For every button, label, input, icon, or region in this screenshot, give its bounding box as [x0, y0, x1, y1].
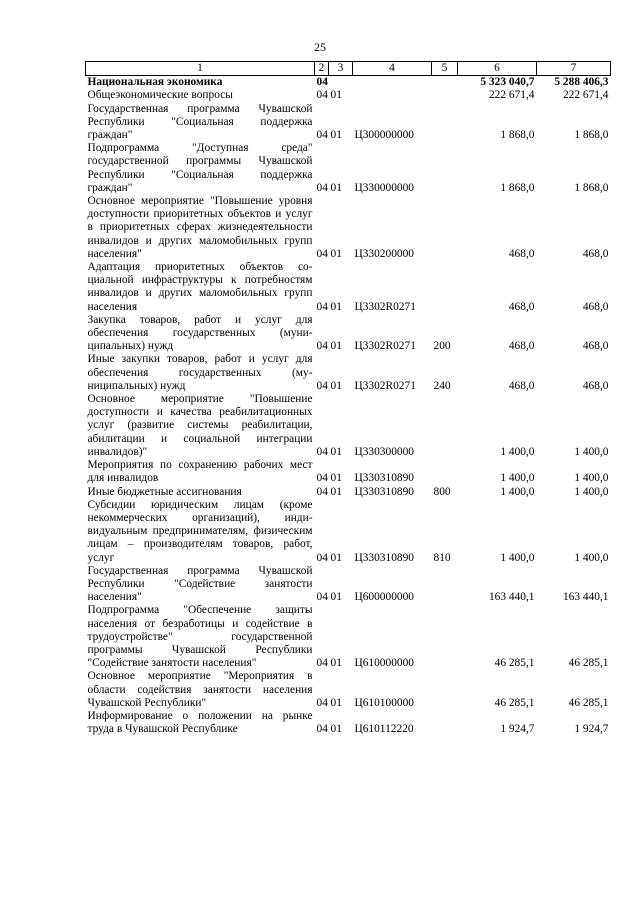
row-section: 04: [316, 696, 328, 709]
table-row: [86, 353, 611, 393]
row-expense-type: [432, 670, 458, 710]
row-amount-2: 1 400,0: [574, 445, 609, 458]
row-expense-type: [432, 459, 458, 485]
row-amount-1: 1 400,0: [500, 445, 535, 458]
row-expense-type: [432, 103, 458, 143]
header-col-5: 5: [432, 62, 458, 76]
header-col-4: 4: [353, 62, 432, 76]
row-name: Основное мероприятие "Мероприятия в области содействия занятости населения Чувашской Республики": [87, 670, 313, 709]
row-amount-2: 1 868,0: [574, 181, 609, 194]
row-amount-1: 1 400,0: [500, 472, 535, 485]
row-expense-type: [432, 565, 458, 605]
row-name: Закупка товаров, работ и услуг для обеспечения государственных (муниципальных) нужд: [87, 313, 313, 353]
table-header-row: [86, 62, 611, 76]
row-name: Мероприятия по сохранению рабочих мест для инвалидов: [87, 459, 313, 485]
row-amount-1: 468,0: [508, 300, 535, 313]
row-subsection: 01: [330, 723, 342, 736]
row-expense-type: [432, 89, 458, 102]
table-row: [86, 459, 611, 485]
table-row: [86, 195, 611, 261]
row-target-article: Ц330200000: [354, 247, 414, 260]
row-subsection: 01: [330, 485, 342, 498]
row-target-article: Ц330300000: [354, 445, 414, 458]
row-amount-1: 1 868,0: [500, 129, 535, 142]
row-amount-1: 46 285,1: [494, 696, 535, 709]
table-row: [86, 142, 611, 195]
row-subsection: 01: [330, 696, 342, 709]
row-subsection: 01: [330, 551, 342, 564]
page-number: 25: [314, 40, 326, 54]
row-section: 04: [316, 379, 328, 392]
table-row: [86, 103, 611, 143]
row-subsection: 01: [330, 89, 342, 102]
row-name: Государственная программа Чувашской Республики "Содействие занятости населения": [87, 564, 313, 604]
row-target-article: Ц3302R0271: [354, 379, 416, 392]
row-amount-1: 1 400,0: [500, 485, 535, 498]
table-row: [86, 710, 611, 736]
table-row: [86, 261, 611, 314]
row-target-article: Ц600000000: [354, 591, 414, 604]
row-name: Государственная программа Чувашской Республики "Социальная поддержка граждан": [87, 102, 313, 142]
row-expense-type: [432, 604, 458, 670]
row-amount-2: 1 868,0: [574, 129, 609, 142]
row-section: 04: [316, 485, 328, 498]
table-body: [86, 76, 611, 737]
row-amount-2: 1 924,7: [574, 723, 609, 736]
row-amount-2: 1 400,0: [574, 551, 609, 564]
row-subsection: 01: [330, 340, 342, 353]
row-amount-1: 1 924,7: [500, 723, 535, 736]
table-row: [86, 486, 611, 499]
row-expense-type: 800: [433, 485, 451, 498]
table-row: [86, 604, 611, 670]
row-expense-type: 240: [433, 379, 451, 392]
row-amount-1: 163 440,1: [488, 591, 535, 604]
row-expense-type: [432, 261, 458, 314]
row-section: 04: [316, 340, 328, 353]
table-row: [86, 393, 611, 459]
row-target-article: Ц610100000: [354, 696, 414, 709]
row-section: 04: [316, 657, 328, 670]
table-row: [86, 565, 611, 605]
row-subsection: 01: [330, 181, 342, 194]
row-subsection: 01: [330, 591, 342, 604]
row-subsection: 01: [330, 247, 342, 260]
table-row: [86, 499, 611, 565]
row-target-article: Ц330310890: [354, 551, 414, 564]
row-amount-2: 1 400,0: [574, 485, 609, 498]
row-target-article: Ц300000000: [354, 129, 414, 142]
row-amount-1: 1 868,0: [500, 181, 535, 194]
row-amount-2: 5 288 406,3: [554, 76, 609, 89]
row-expense-type: 810: [433, 551, 451, 564]
row-amount-2: 1 400,0: [574, 472, 609, 485]
row-name: Основное мероприятие "Повышение уровня доступности приоритетных объектов и услуг в приоритетных сферах жизнедеятельности инвалидов и других маломобильных групп населения": [87, 195, 313, 260]
row-subsection: 01: [330, 300, 342, 313]
header-col-2: 2: [315, 62, 329, 76]
table-row: [86, 89, 611, 102]
row-section: 04: [316, 247, 328, 260]
row-amount-2: 163 440,1: [562, 591, 609, 604]
row-subsection: 01: [330, 129, 342, 142]
row-target-article: Ц610112220: [354, 723, 414, 736]
row-expense-type: [432, 76, 458, 90]
row-target-article: Ц3302R0271: [354, 340, 416, 353]
budget-table: [85, 61, 611, 736]
row-amount-2: 46 285,1: [568, 657, 609, 670]
row-amount-2: 468,0: [582, 300, 609, 313]
row-section: 04: [316, 551, 328, 564]
header-col-6: 6: [458, 62, 537, 76]
row-subsection: 01: [330, 657, 342, 670]
row-target-article: Ц330310890: [354, 485, 414, 498]
row-section: 04: [316, 723, 328, 736]
row-amount-1: 468,0: [508, 379, 535, 392]
row-expense-type: [432, 142, 458, 195]
row-amount-1: 222 671,4: [488, 89, 535, 102]
row-amount-1: 5 323 040,7: [480, 76, 535, 89]
row-section: 04: [316, 445, 328, 458]
table-row: [86, 76, 611, 90]
row-target-article: Ц610000000: [354, 657, 414, 670]
row-section: 04: [316, 300, 328, 313]
row-section: 04: [316, 129, 328, 142]
row-amount-2: 468,0: [582, 379, 609, 392]
row-subsection: [329, 76, 353, 90]
row-name: Иные бюджетные ассигнования: [87, 485, 242, 498]
row-target-article: Ц330000000: [354, 181, 414, 194]
row-section: 04: [316, 89, 328, 102]
header-col-7: 7: [537, 62, 611, 76]
table-row: [86, 670, 611, 710]
row-expense-type: [432, 710, 458, 736]
row-amount-1: 46 285,1: [494, 657, 535, 670]
row-expense-type: [432, 393, 458, 459]
row-name: Адаптация приоритетных объектов социальной инфраструктуры к потребностям инвалидов и других маломобильных групп населения: [87, 261, 313, 313]
row-subsection: 01: [330, 445, 342, 458]
header-col-3: 3: [329, 62, 353, 76]
header-col-1: 1: [86, 62, 315, 76]
row-target-article: Ц3302R0271: [354, 300, 416, 313]
row-section: 04: [316, 472, 328, 485]
row-name: Субсидии юридическим лицам (кроме некоммерческих организаций), индивидуальным предпринимателям, физическим лицам – производителям товаров, работ, услуг: [87, 498, 313, 564]
row-subsection: 01: [330, 379, 342, 392]
row-name: Информирование о положении на рынке труда в Чувашской Республике: [87, 709, 313, 736]
row-amount-1: 468,0: [508, 247, 535, 260]
row-amount-2: 468,0: [582, 247, 609, 260]
row-section: 04: [316, 76, 328, 89]
row-amount-2: 468,0: [582, 340, 609, 353]
row-amount-2: 222 671,4: [562, 89, 609, 102]
row-section: 04: [316, 591, 328, 604]
row-name: Подпрограмма "Доступная среда" государственной программы Чувашской Республики "Социальная поддержка граждан": [87, 142, 313, 194]
row-name: Иные закупки товаров, работ и услуг для обеспечения государственных (муниципальных) нужд: [87, 353, 313, 392]
row-amount-2: 46 285,1: [568, 696, 609, 709]
row-target-article: [353, 76, 432, 90]
row-expense-type: 200: [433, 340, 451, 353]
row-target-article: [353, 89, 432, 102]
row-name: Национальная экономика: [87, 76, 223, 89]
row-name: Подпрограмма "Обеспечение защиты населения от безработицы и содействие в трудоустройстве" государственной программы Чувашской Республики "Содействие занятости населения": [87, 604, 313, 670]
row-amount-1: 468,0: [508, 340, 535, 353]
row-subsection: 01: [330, 472, 342, 485]
row-name: Общеэкономические вопросы: [87, 89, 233, 102]
row-expense-type: [432, 195, 458, 261]
row-section: 04: [316, 181, 328, 194]
table-row: [86, 314, 611, 354]
row-name: Основное мероприятие "Повышение доступности и качества реабилитационных услуг (развитие системы реабилитации, абилитации и социальной интеграции инвалидов)": [87, 393, 313, 458]
row-amount-1: 1 400,0: [500, 551, 535, 564]
row-target-article: Ц330310890: [354, 472, 414, 485]
